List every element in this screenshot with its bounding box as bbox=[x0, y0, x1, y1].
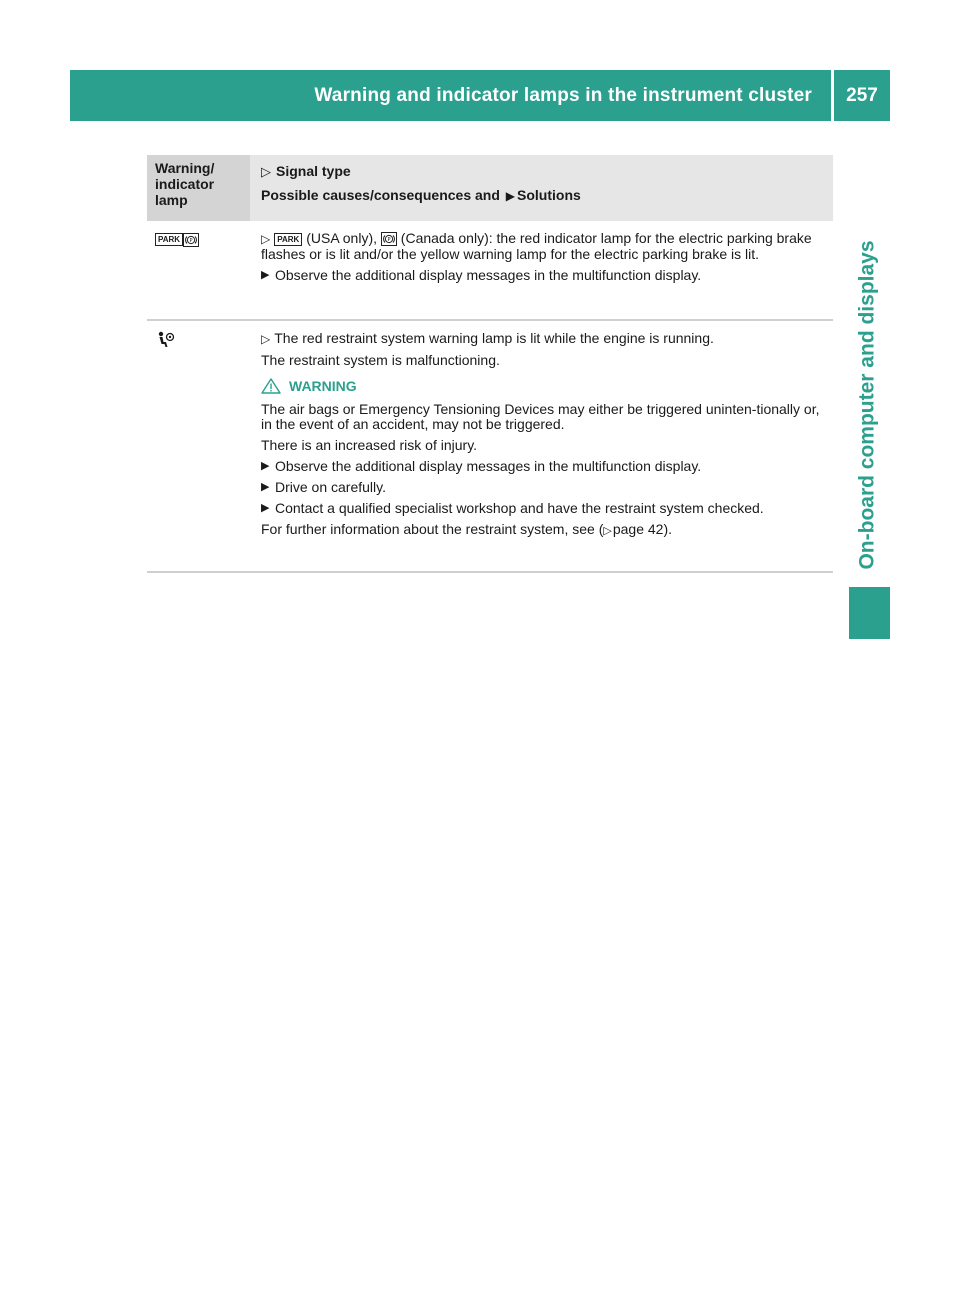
causes-label: Possible causes/consequences and bbox=[261, 187, 500, 203]
solution-step: ▶ Observe the additional display messages in the multifunction display. bbox=[261, 458, 702, 474]
signal-triangle-icon: ▷ bbox=[261, 232, 271, 246]
description-cell: ▷ PARK (USA only), P (Canada only): the red indicator lamp for the electric parking brake flashes or is lit and/or the yellow warning lamp for the electric parking brake is lit. ▶ Observe the additional display messages in the multifunction display. bbox=[250, 221, 833, 319]
warning-lamp-table bbox=[147, 155, 833, 573]
park-lamp-icon: PARK bbox=[274, 233, 302, 246]
solution-step: ▶ Contact a qualified specialist workshop and have the restraint system checked. bbox=[261, 500, 764, 516]
svg-text:P: P bbox=[189, 237, 193, 244]
solutions-label: Solutions bbox=[517, 187, 581, 203]
table-row bbox=[147, 221, 833, 321]
description-cell: ▷ The red restraint system warning lamp is lit while the engine is running. The restraint system is malfunctioning. WARNING The air bags or Emergency Tensioning Devices may either be triggered uninten-tionally or, in the event of an accident, may not be triggered. There is an increased risk of injury. ▶ Observe the additional display messages in the multifunction display. ▶ Drive on carefully. ▶ Contact a qualified specialist workshop and have the restraint system checked. For further information about the restraint system, see (▷page 42). bbox=[250, 321, 833, 571]
section-title: Warning and indicator lamps in the instrument cluster bbox=[314, 84, 812, 106]
parking-brake-icon bbox=[183, 233, 199, 247]
chapter-tab-label bbox=[846, 220, 890, 590]
header-lamp-column: Warning/ indicator lamp bbox=[147, 155, 250, 221]
parking-brake-icon bbox=[381, 232, 397, 246]
lamp-cell bbox=[147, 321, 250, 571]
solution-arrow-icon: ▶ bbox=[505, 189, 516, 203]
chapter-tab-marker bbox=[849, 587, 890, 639]
park-lamp-icon: PARK bbox=[155, 233, 183, 246]
signal-triangle-icon: ▷ bbox=[261, 164, 271, 179]
svg-text:P: P bbox=[387, 237, 391, 244]
lamp-cell bbox=[147, 221, 250, 319]
table-header-row bbox=[147, 155, 833, 221]
header-description-column bbox=[250, 155, 833, 221]
page-reference-triangle-icon: ▷ bbox=[603, 525, 612, 537]
page-header bbox=[70, 70, 890, 121]
signal-triangle-icon: ▷ bbox=[261, 332, 271, 346]
page-number: 257 bbox=[846, 84, 878, 106]
signal-type-label: Signal type bbox=[276, 163, 351, 179]
solution-arrow-icon: ▶ bbox=[261, 460, 270, 472]
solution-step: ▶ Observe the additional display messages in the multifunction display. bbox=[261, 267, 702, 283]
solution-arrow-icon: ▶ bbox=[261, 481, 270, 493]
warning-heading: WARNING bbox=[261, 378, 822, 394]
cross-reference[interactable]: For further information about the restraint system, see (▷page 42). bbox=[261, 521, 673, 537]
restraint-system-icon bbox=[155, 331, 175, 349]
table-row bbox=[147, 321, 833, 573]
solution-arrow-icon: ▶ bbox=[261, 502, 270, 514]
warning-triangle-icon bbox=[261, 378, 281, 394]
solution-step: ▶ Drive on carefully. bbox=[261, 479, 387, 495]
chapter-title: On-board computer and displays bbox=[856, 240, 879, 570]
solution-arrow-icon: ▶ bbox=[261, 269, 270, 281]
